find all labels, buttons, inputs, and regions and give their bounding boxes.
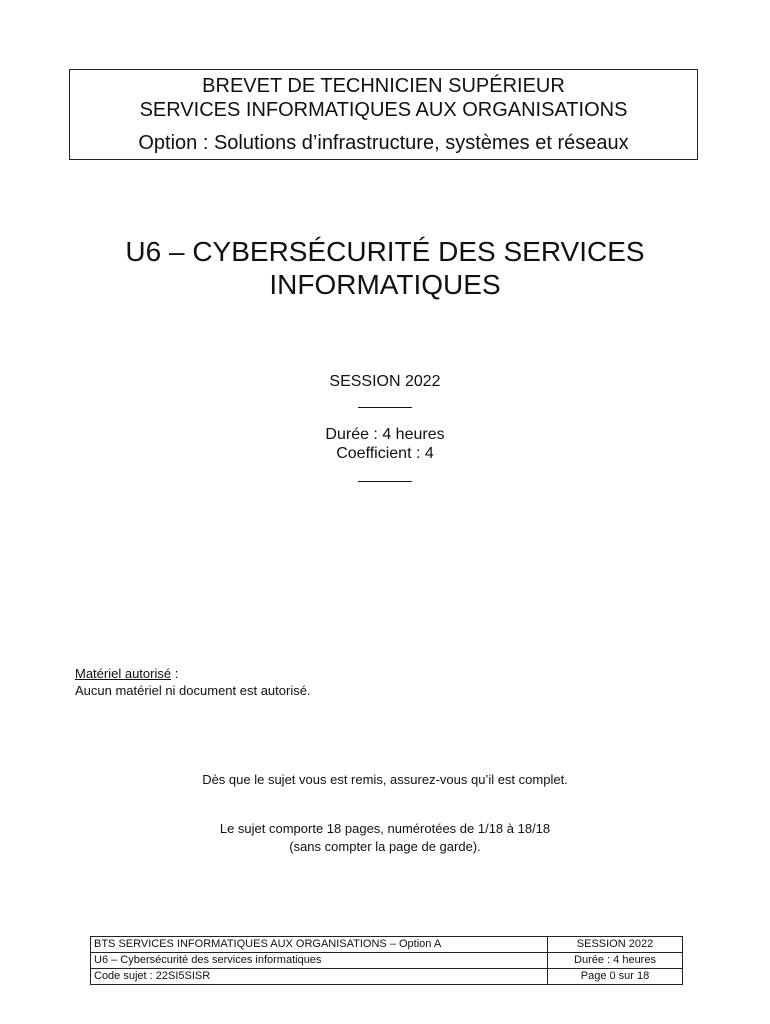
page-count-notice: Le sujet comporte 18 pages, numérotées de 1/18 à 18/18 xyxy=(219,821,551,836)
footer-cell-duration: Durée : 4 heures xyxy=(548,953,683,969)
diploma-option: Option : Solutions d’infrastructure, systèmes et réseaux xyxy=(138,132,629,154)
authorized-material-text: Aucun matériel ni document est autorisé. xyxy=(75,683,311,698)
authorized-material-label: Matériel autorisé xyxy=(75,666,172,681)
authorized-material xyxy=(75,665,311,699)
footer-table xyxy=(90,936,683,985)
completeness-notice: Dès que le sujet vous est remis, assurez-vous qu’il est complet. xyxy=(202,772,568,787)
separator-rule: ______ xyxy=(358,466,412,483)
footer-row xyxy=(91,953,683,969)
footer-cell-page: Page 0 sur 18 xyxy=(548,969,683,985)
footer-cell-exam: BTS SERVICES INFORMATIQUES AUX ORGANISATIONS – Option A xyxy=(91,937,548,953)
duration-label: Durée : 4 heures xyxy=(325,426,445,443)
exam-title-line1: U6 – CYBERSÉCURITÉ DES SERVICES xyxy=(125,236,645,267)
cover-page-notice: (sans compter la page de garde). xyxy=(289,839,481,854)
authorized-material-colon: : xyxy=(171,666,179,681)
header-box xyxy=(69,69,698,160)
footer-row xyxy=(91,937,683,953)
exam-title-line2: INFORMATIQUES xyxy=(269,269,501,300)
diploma-title: BREVET DE TECHNICIEN SUPÉRIEUR xyxy=(202,75,565,97)
diploma-specialty: SERVICES INFORMATIQUES AUX ORGANISATIONS xyxy=(139,99,628,121)
footer-cell-code: Code sujet : 22SI5SISR xyxy=(91,969,548,985)
separator-rule: ______ xyxy=(358,392,412,409)
footer-cell-unit: U6 – Cybersécurité des services informatiques xyxy=(91,953,548,969)
footer-cell-session: SESSION 2022 xyxy=(548,937,683,953)
session-label: SESSION 2022 xyxy=(329,373,441,390)
coefficient-label: Coefficient : 4 xyxy=(336,445,434,462)
footer-row xyxy=(91,969,683,985)
